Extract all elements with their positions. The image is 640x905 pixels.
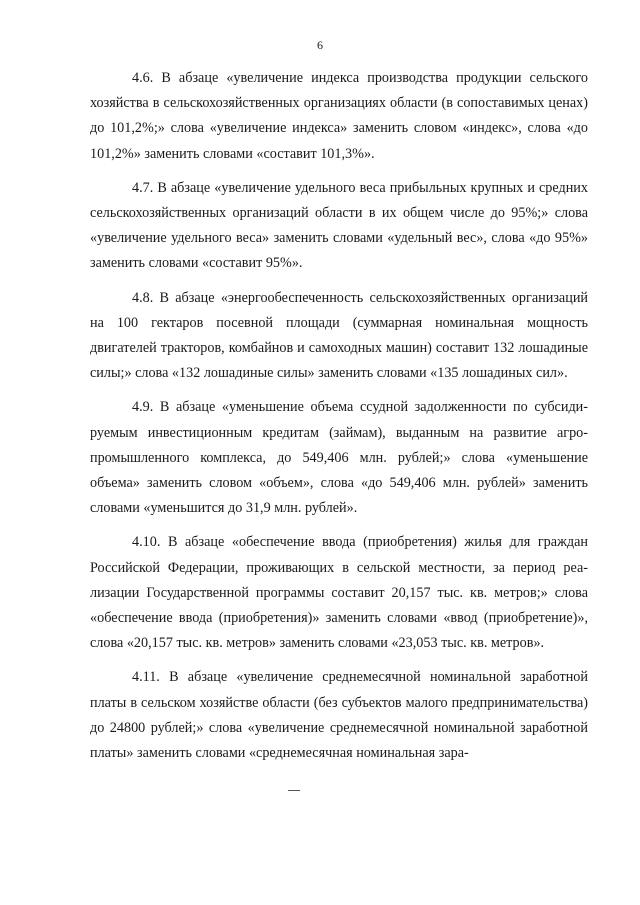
paragraph-4-9: 4.9. В абзаце «уменьшение объема ссудной задолженности по субсидируемым инвестиционным кредитам (займам), выданным на развитие агропромышленного комплекса, до 549,406 млн. рублей;» слова «уменьшение объема» заменить словом «объем», слова «до 549,406 млн. рублей» заменить словами «уменьшится до 31,9 млн. рублей». bbox=[90, 399, 588, 517]
paragraph-4-6: 4.6. В абзаце «увеличение индекса производства продукции сельского хозяйства в сельскохозяйственных организациях области (в сопоставимых ценах) до 101,2%;» слова «увеличение индекса» заменить словом «индекс», слова «до 101,2%» заменить словами «составит 101,3%». bbox=[90, 70, 588, 162]
paragraph-4-10: 4.10. В абзаце «обеспечение ввода (приобретения) жилья для граждан Российской Федерации, проживающих в сельской местности, за период реализации Государственной программы составит 20,157 тыс. кв. метров;» слова «обеспечение ввода (приобретения)» заменить словами «ввод (приобретение)», слова «20,157 тыс. кв. метров» заменить словами «23,053 тыс. кв. метров». bbox=[90, 534, 588, 652]
paragraph-4-11: 4.11. В абзаце «увеличение среднемесячной номинальной заработной платы в сельском хозяйстве области (без субъектов малого предпринимательства) до 24800 рублей;» слова «увеличение среднемесячной номинальной заработной платы» заменить словами «среднемесячная номинальная зара- bbox=[90, 669, 588, 762]
page-number: 6 bbox=[317, 38, 323, 52]
paragraph-4-7: 4.7. В абзаце «увеличение удельного веса прибыльных крупных и средних сельскохозяйственных организаций области в их общем числе до 95%;» слова «увеличение удельного веса» заменить словами «удельный вес», слова «до 95%» заменить словами «составит 95%». bbox=[90, 179, 588, 272]
paragraph-4-8: 4.8. В абзаце «энергообеспеченность сельскохозяйственных организаций на 100 гектаров посевной площади (суммарная номинальная мощность двигателей тракторов, комбайнов и самоходных машин) составит 132 лошадиные силы;» слова «132 лошадиные силы» заменить словами «135 лошадиных сил». bbox=[90, 289, 588, 382]
body-text bbox=[90, 66, 588, 775]
footer-dash-mark bbox=[288, 790, 300, 791]
